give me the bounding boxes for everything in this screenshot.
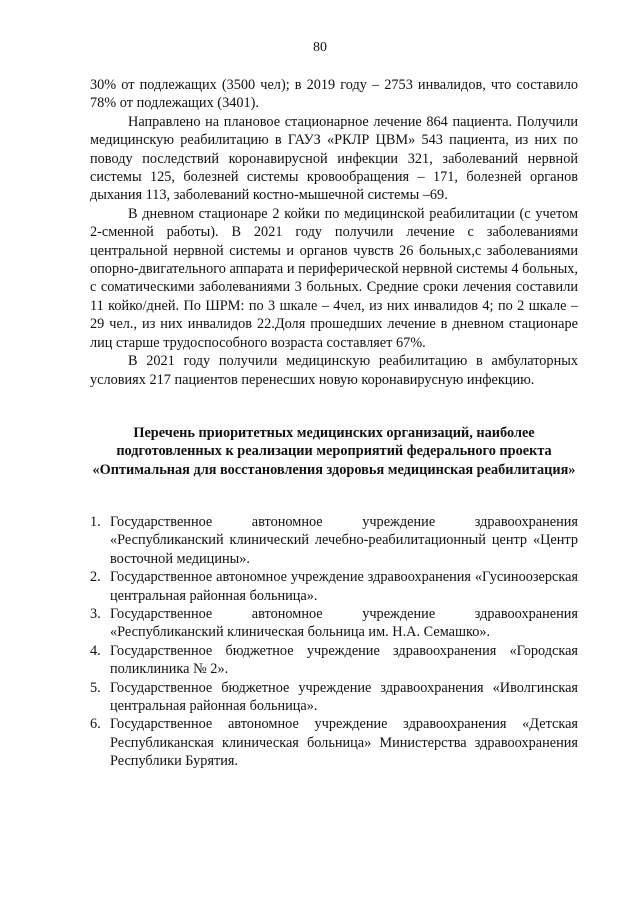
body-text [90,76,578,389]
paragraph-1: 30% от подлежащих (3500 чел); в 2019 году – 2753 инвалидов, что составило 78% от подлежащих (3401). [90,77,578,112]
paragraph-2: Направлено на плановое стационарное лечение 864 пациента. Получили медицинскую реабилитацию в ГАУЗ «РКЛР ЦВМ» 543 пациента, из них по поводу последствий коронавирусной инфекции 321, заболеваний нервной системы 125, болезней системы кровообращения – 171, болезней органов дыхания 113, заболеваний костно-мышечной системы –69. [90,113,578,204]
paragraph-4: В 2021 году получили медицинскую реабилитацию в амбулаторных условиях 217 пациентов перенесших новую коронавирусную инфекцию. [90,353,578,388]
list-item [90,679,578,716]
list-number: 4. [90,642,101,659]
list-item-text: Государственное бюджетное учреждение здравоохранения «Городская поликлиника № 2». [110,642,578,678]
section-heading: Перечень приоритетных медицинских организаций, наиболее подготовленных к реализации мероприятий федерального проекта «Оптимальная для восстановления здоровья медицинская реабилитация» [92,425,576,478]
page-number: 80 [313,40,327,55]
list-item [90,513,578,568]
list-number: 6. [90,716,101,733]
list-number: 3. [90,606,101,623]
list-item-text: Государственное автономное учреждение здравоохранения «Детская Республиканская клиническая больница» Министерства здравоохранения Республики Бурятия. [110,716,578,770]
list-number: 2. [90,569,101,586]
list-item [90,568,578,605]
list-item-text: Государственное бюджетное учреждение здравоохранения «Иволгинская центральная районная больница». [110,679,578,715]
list-item [90,642,578,679]
list-number: 5. [90,679,101,696]
paragraph-3: В дневном стационаре 2 койки по медицинской реабилитации (с учетом 2-сменной работы). В 2021 году получили лечение с заболеваниями центральной нервной системы и органов чувств 26 больных,с заболеваниями опорно-двигательного аппарата и периферической нервной системы 4 больных, с соматическими заболеваниями 3 больных. Средние сроки лечения составили 11 койко/дней. По ШРМ: по 3 шкале – 4чел, из них инвалидов 4; по 2 шкале – 29 чел., из них инвалидов 22.Доля прошедших лечение в дневном стационаре лиц старше трудоспособного возраста составляет 67%. [90,205,578,351]
organization-list [90,513,578,771]
list-item [90,715,578,770]
list-number: 1. [90,514,101,530]
list-item-text: Государственное автономное учреждение здравоохранения «Республиканский клиническая больница им. Н.А. Семашко». [110,606,578,641]
list-item-text: Государственное автономное учреждение здравоохранения «Гусиноозерская центральная районная больница». [110,569,578,604]
list-item [90,605,578,642]
list-item-text: Государственное автономное учреждение здравоохранения «Республиканский клинический лечебно-реабилитационный центр «Центр восточной медицины». [110,514,578,567]
